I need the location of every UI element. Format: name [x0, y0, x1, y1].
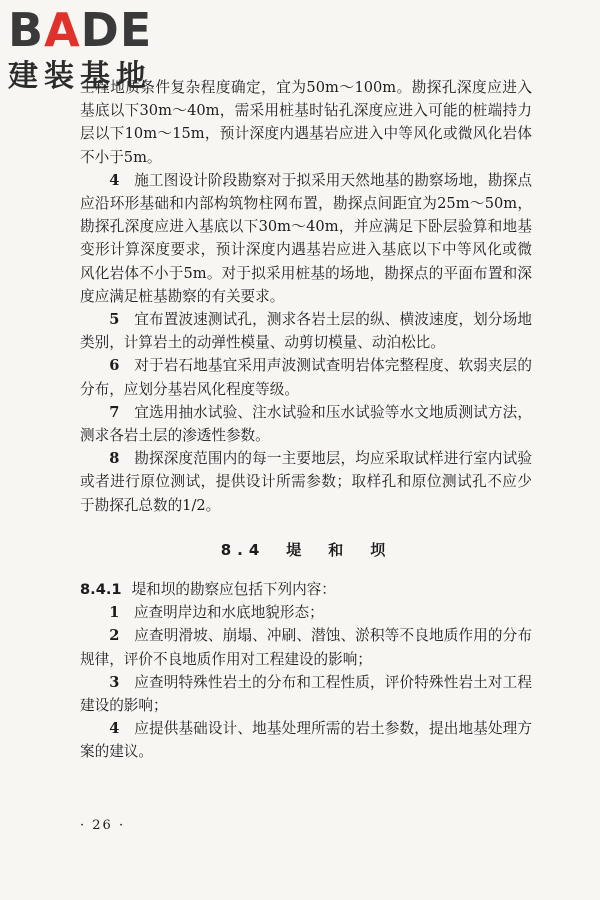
- item-text: 宜选用抽水试验、注水试验和压水试验等水文地质测试方法，测求各岩土层的渗透性参数。: [80, 403, 532, 445]
- page-number: · 26 ·: [80, 818, 126, 833]
- list-item: [80, 624, 532, 670]
- list-item: [80, 169, 532, 308]
- list-item: [80, 308, 532, 354]
- paragraph-continued: 工程地质条件复杂程度确定，宜为50m～100m。勘探孔深度应进入基底以下30m～40m，需采用桩基时钻孔深度应进入可能的桩端持力层以下10m～15m，预计深度内遇基岩应进入中等风化或微风化岩体不小于5m。: [80, 79, 532, 166]
- list-item: [80, 354, 532, 400]
- item-text: 应查明特殊性岩土的分布和工程性质，评价特殊性岩土对工程建设的影响；: [80, 673, 532, 715]
- section-title: 8.4 堤 和 坝: [220, 540, 392, 559]
- item-number: 8: [109, 450, 120, 468]
- list-item: [80, 401, 532, 447]
- list-item: [80, 717, 532, 763]
- clause-text: 堤和坝的勘察应包括下列内容：: [131, 581, 336, 599]
- watermark-subtitle: 建装基地: [8, 59, 152, 94]
- list-item: [80, 601, 532, 624]
- watermark-logo: [8, 4, 178, 104]
- item-text: 勘探深度范围内的每一主要地层，均应采取试样进行室内试验或者进行原位测试，提供设计所需参数；取样孔和原位测试孔不应少于勘探孔总数的1/2。: [80, 450, 532, 514]
- item-number: 4: [109, 171, 120, 189]
- item-text: 应提供基础设计、地基处理所需的岩土参数，提出地基处理方案的建议。: [80, 720, 532, 761]
- brand-letter-b: B: [8, 3, 45, 57]
- item-number: 6: [109, 357, 120, 375]
- item-number: 1: [109, 604, 120, 622]
- list-item: [80, 671, 532, 717]
- item-text: 应查明滑坡、崩塌、冲刷、潜蚀、淤积等不良地质作用的分布规律，评价不良地质作用对工程建设的影响；: [80, 627, 532, 668]
- item-number: 3: [109, 673, 120, 691]
- item-text: 对于岩石地基宜采用声波测试查明岩体完整程度、软弱夹层的分布，应划分基岩风化程度等级。: [80, 357, 532, 398]
- item-number: 2: [109, 627, 120, 645]
- clause-heading: [80, 578, 532, 601]
- clause-number: 8.4.1: [80, 581, 122, 599]
- watermark-brand: [8, 4, 152, 56]
- item-number: 5: [109, 311, 120, 329]
- item-text: 宜布置波速测试孔，测求各岩土层的纵、横波速度，划分场地类别，计算岩土的动弹性模量、动剪切模量、动泊松比。: [80, 311, 532, 352]
- brand-letters-de: DE: [80, 3, 153, 57]
- page-body: [80, 76, 532, 764]
- item-number: 4: [109, 720, 120, 738]
- item-number: 7: [109, 403, 120, 421]
- item-text: 应查明岸边和水底地貌形态；: [133, 604, 324, 622]
- item-text: 施工图设计阶段勘察对于拟采用天然地基的勘察场地，勘探点应沿环形基础和内部构筑物柱网布置，勘探点间距宜为25m～50m，勘探孔深度应进入基底以下30m～40m，并应满足下卧层验算和地基变形计算深度要求，预计深度内遇基岩应进入基底以下中等风化或微风化岩体不小于5m。对于拟采用桩基的场地，勘探点的平面布置和深度应满足桩基勘察的有关要求。: [80, 171, 532, 305]
- brand-letter-a: A: [44, 3, 81, 57]
- list-item: [80, 447, 532, 517]
